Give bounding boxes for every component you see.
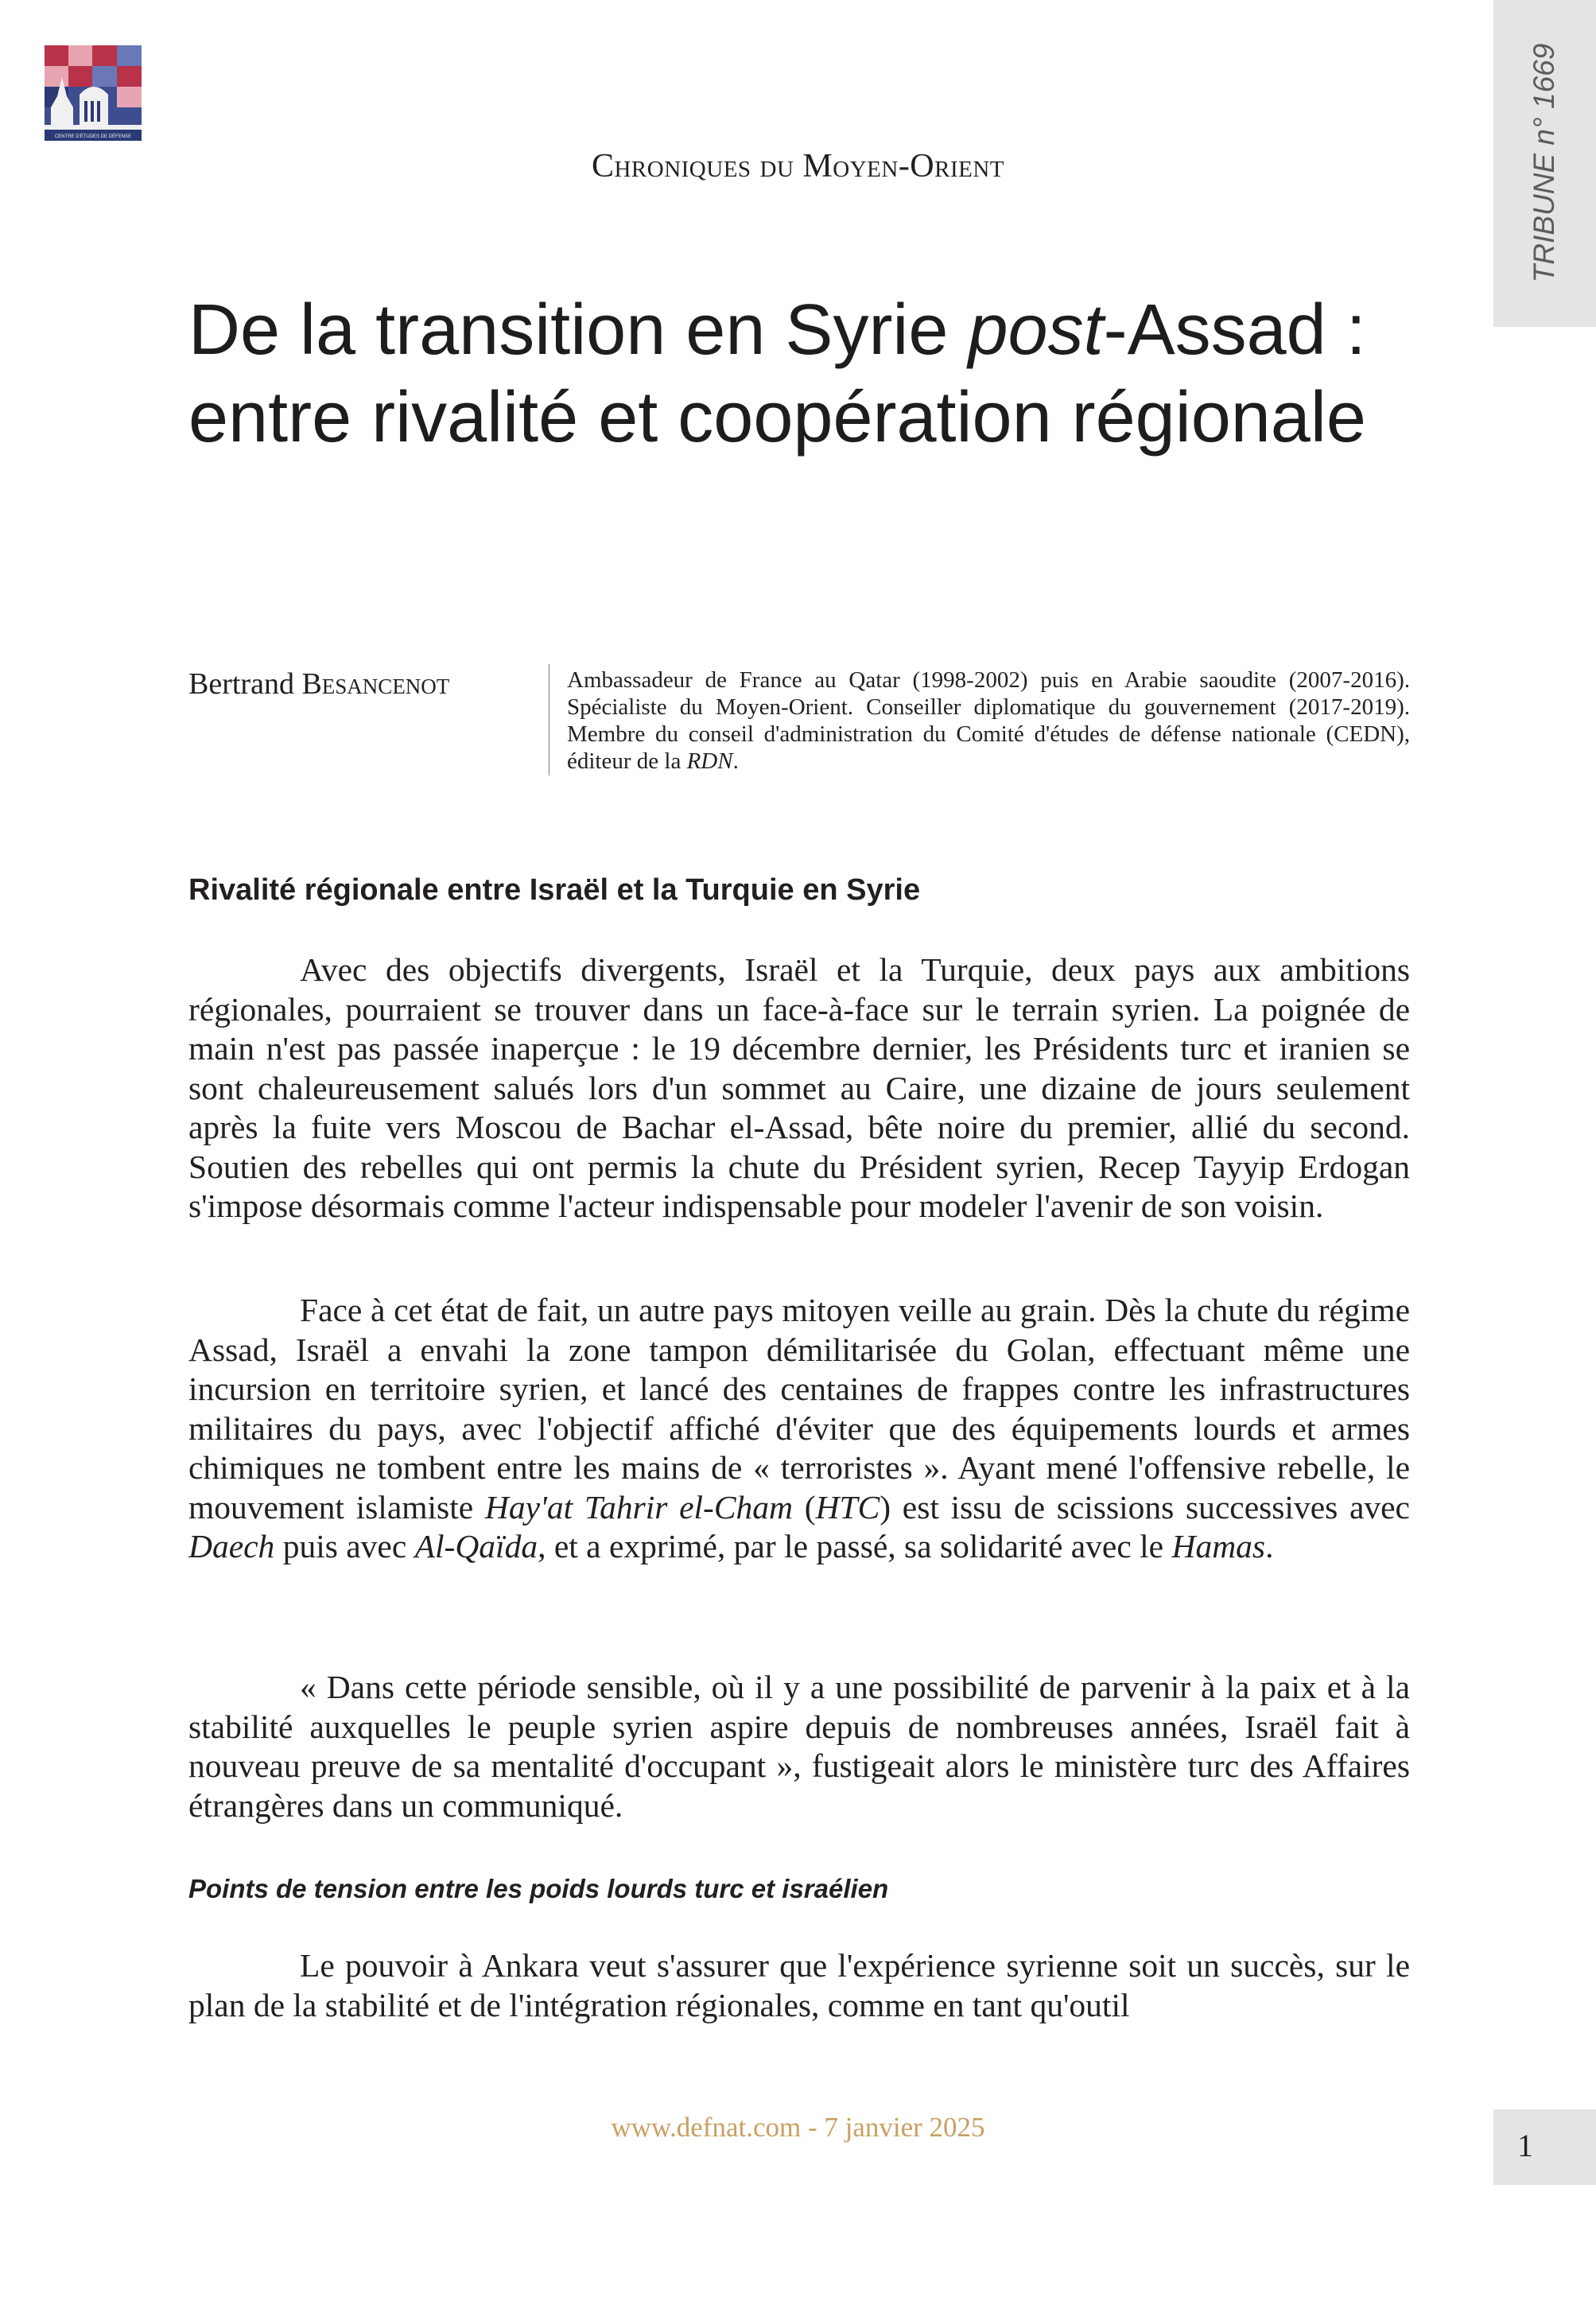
author-bio-text: Ambassadeur de France au Qatar (1998-2002) puis en Arabie saoudite (2007-2016). Spécialiste du Moyen-Orient. Conseiller diplomatique du gouvernement (2017-2019). Membre du conseil d'administration du Comité d'études de défense nationale (CEDN), éditeur de la [567, 667, 1410, 774]
publisher-logo [45, 45, 142, 141]
paragraph-text: ( [793, 1488, 816, 1526]
article-title [188, 286, 1429, 461]
title-italic-part: post [968, 290, 1104, 370]
title-part-2: -Assad : entre rivalité et coopération régionale [188, 290, 1366, 457]
page-number: 1 [1517, 2128, 1533, 2163]
paragraph-text: « Dans cette période sensible, où il y a une possibilité de parvenir à la paix et à la stabilité auxquelles le peuple syrien aspire depuis de nombreuses années, Israël fait à nouveau preuve de sa mentalité d'occupant », fustigeait alors le ministère turc des Affaires étrangères dans un communiqué. [188, 1669, 1410, 1824]
italic-term: Daech [188, 1528, 275, 1564]
subsection-heading: Points de tension entre les poids lourds turc et israélien [188, 1874, 889, 1903]
paragraph-text: . [1265, 1528, 1274, 1564]
tribune-number: TRIBUNE n° 1669 [1528, 43, 1560, 283]
logo-caption: CENTRE D'ÉTUDES DE DÉFENSE [54, 134, 132, 139]
paragraph-text: , et a exprimé, par le passé, sa solidarité avec le [538, 1528, 1172, 1564]
body-paragraph-4: Le pouvoir à Ankara veut s'assurer que l'expérience syrienne soit un succès, sur le plan de la stabilité et de l'intégration régionales, comme en tant qu'outil [188, 1947, 1410, 2023]
author-bio [567, 667, 1410, 775]
italic-term: Al-Qaïda [414, 1528, 538, 1564]
italic-term: Hamas [1171, 1528, 1266, 1564]
author-first-name: Bertrand [188, 667, 294, 701]
author-bio-italic: RDN [686, 748, 733, 774]
paragraph-text: puis avec [274, 1528, 415, 1564]
body-paragraph-2 [188, 1291, 1410, 1567]
section-heading: Rivalité régionale entre Israël et la Turquie en Syrie [188, 873, 921, 907]
paragraph-text: Avec des objectifs divergents, Israël et la Turquie, deux pays aux ambitions régionales, pourraient se trouver dans un face-à-face sur le terrain syrien. La poignée de main n'est pas passée inaperçue : le 19 décembre dernier, les Présidents turc et iranien se sont chaleureusement salués lors d'un sommet au Caire, une dizaine de jours seulement après la fuite vers Moscou de Bachar el-Assad, bête noire du premier, allié du second. Soutien des rebelles qui ont permis la chute du Président syrien, Recep Tayyip Erdogan s'impose désormais comme l'acteur indispensable pour modeler l'avenir de son voisin. [188, 951, 1410, 1224]
series-title: Chroniques du Moyen-Orient [591, 148, 1005, 185]
italic-term: HTC [815, 1488, 880, 1526]
logo-emblem-icon [45, 45, 142, 141]
author-bio-end: . [732, 748, 739, 774]
author-last-name: Besancenot [301, 667, 450, 701]
title-part-1: De la transition en Syrie [188, 290, 969, 370]
paragraph-text: ) est issu de scissions successives avec [880, 1488, 1410, 1526]
italic-term: Hay'at Tahrir el-Cham [484, 1488, 794, 1526]
page-number-tab [1493, 2109, 1596, 2185]
author-name [188, 667, 538, 702]
body-paragraph-3 [188, 1668, 1410, 1825]
body-paragraph-1 [188, 950, 1410, 1226]
paragraph-text: Face à cet état de fait, un autre pays mitoyen veille au grain. Dès la chute du régime Assad, Israël a envahi la zone tampon démilitarisée du Golan, effectuant même une incursion en territoire syrien, et lancé des centaines de frappes contre les infrastructures militaires du pays, avec l'objectif affiché d'éviter que des équipements lourds et armes chimiques ne tombent entre les mains de « terroristes ». Ayant mené l'offensive rebelle, le mouvement islamiste [188, 1292, 1410, 1526]
footer-url-date: www.defnat.com - 7 janvier 2025 [611, 2112, 985, 2143]
